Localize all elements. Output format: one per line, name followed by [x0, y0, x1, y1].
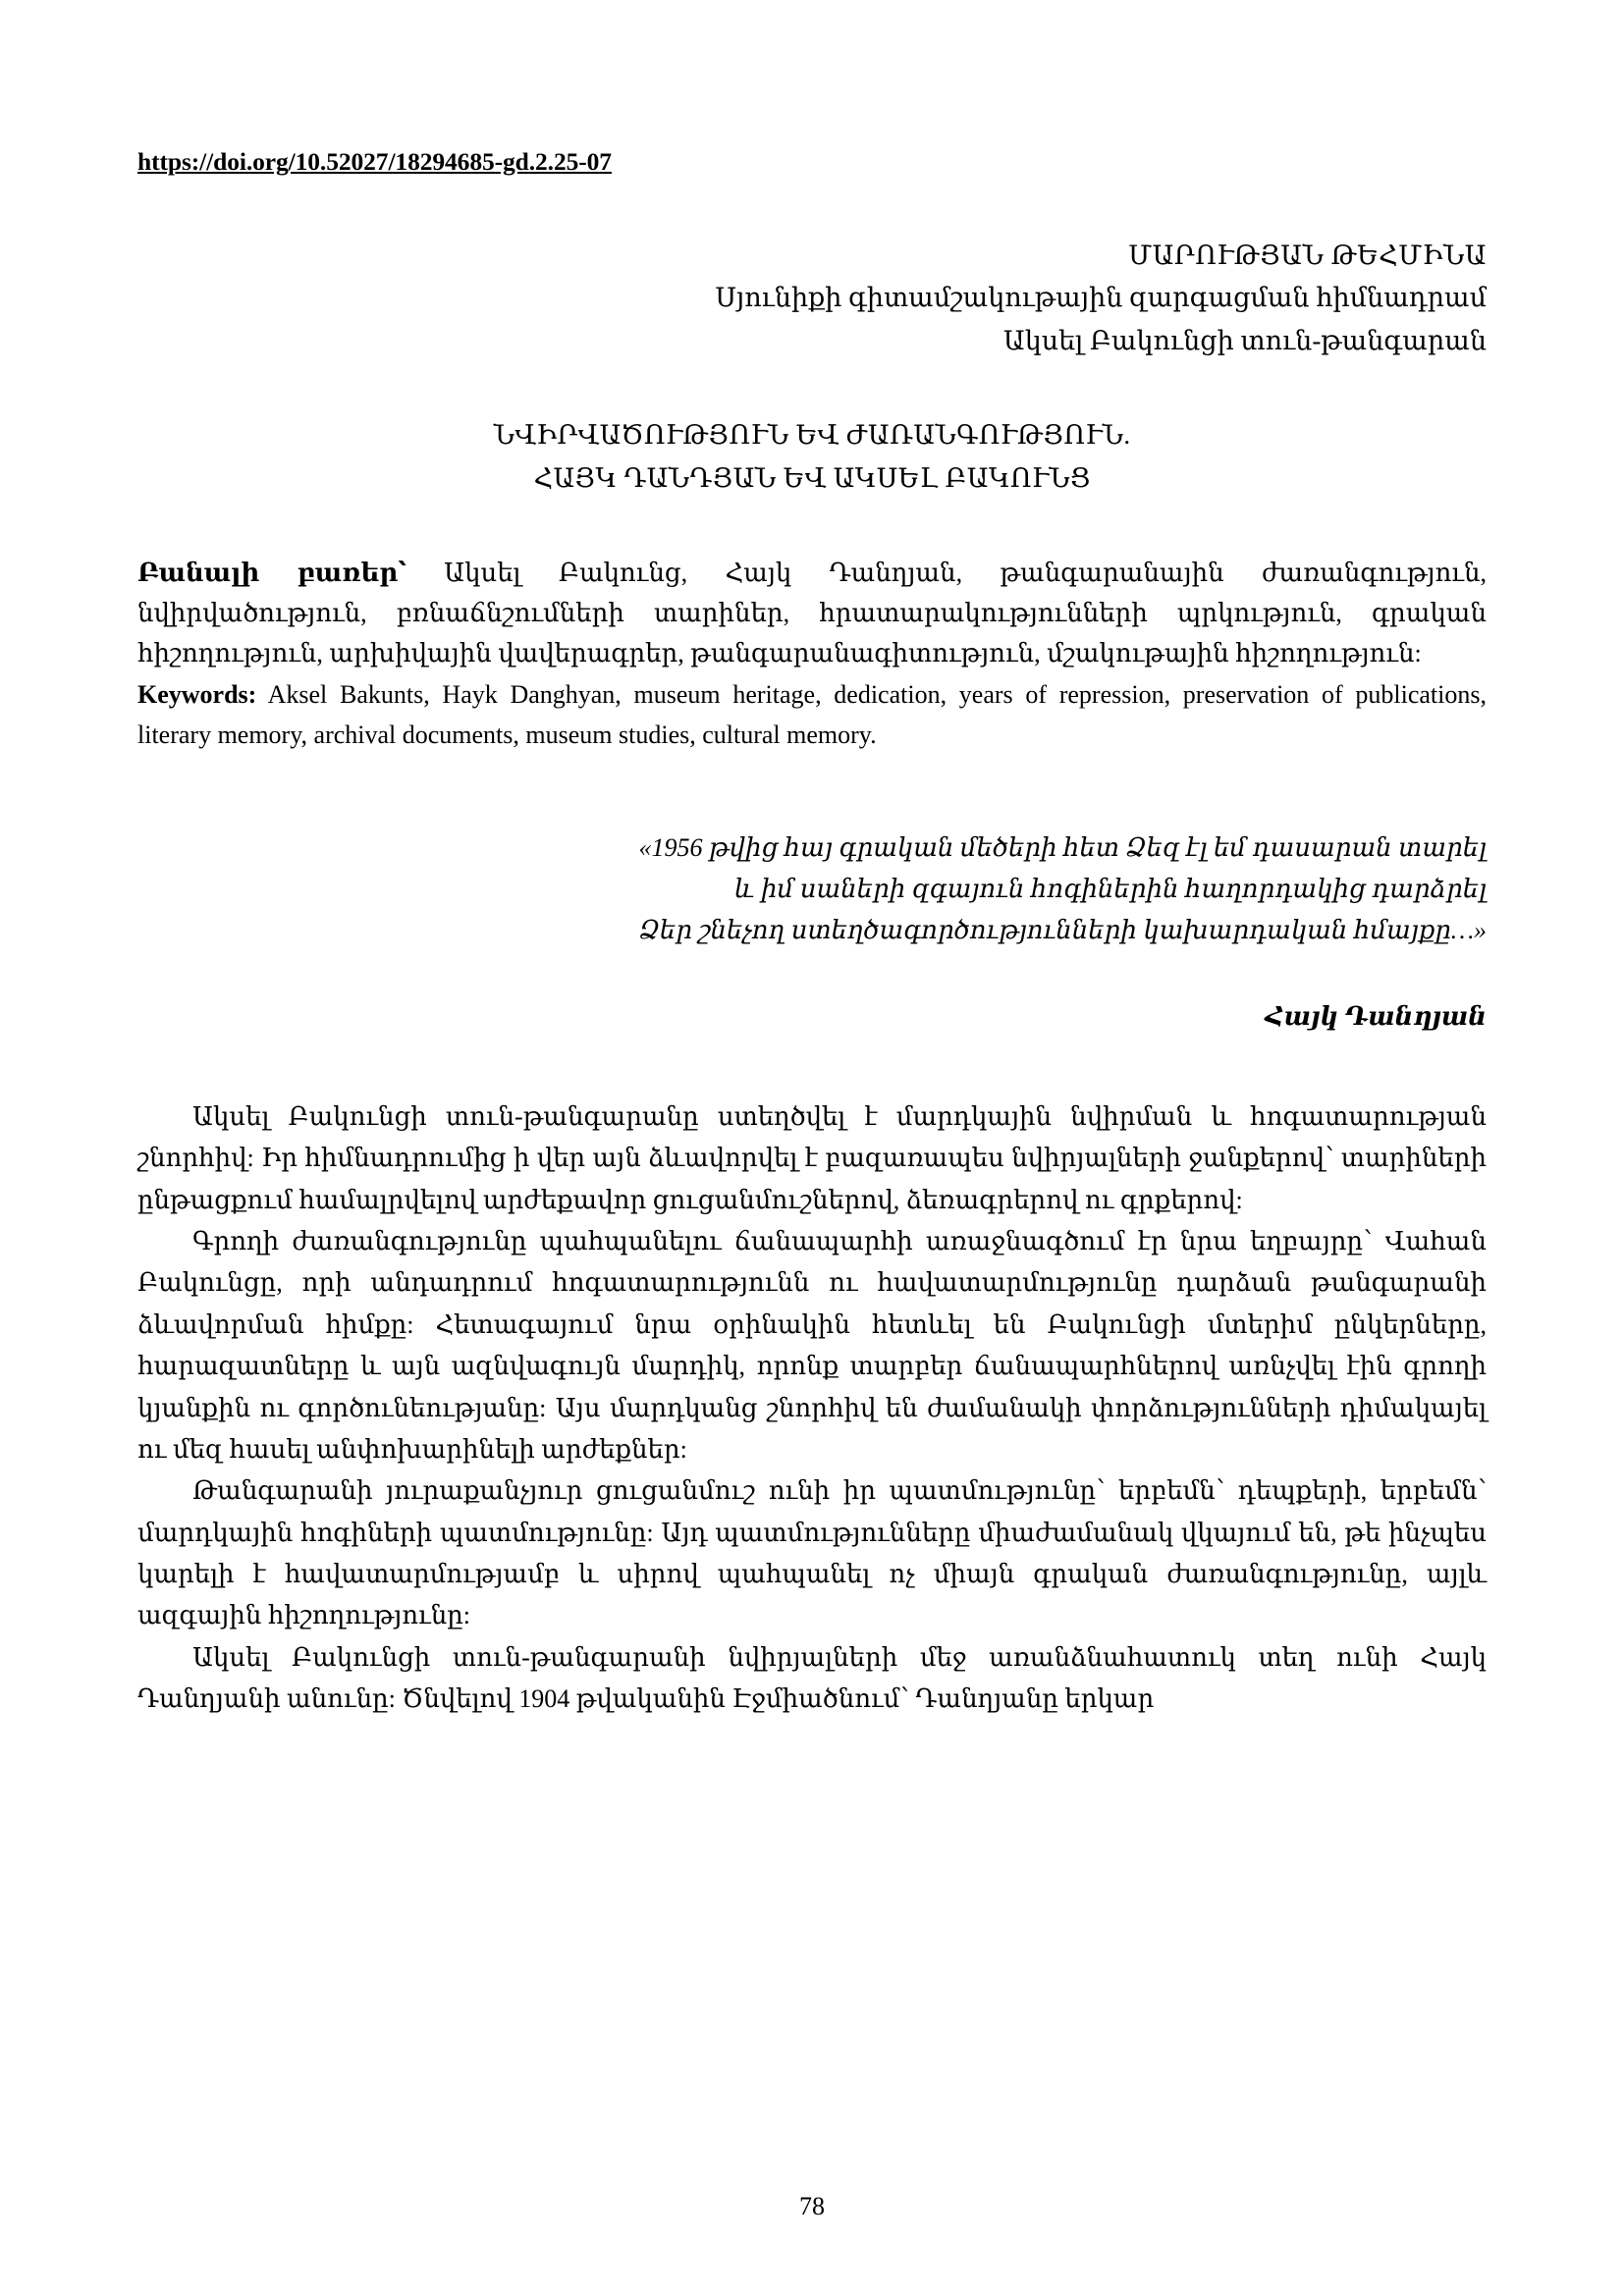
epigraph [137, 828, 1487, 951]
author-name: ՄԱՐՈՒԹՅԱՆ ԹԵՀՄԻՆԱ [1128, 240, 1487, 270]
author-affiliation-line-1: Սյունիքի գիտամշակութային զարգացման հիմնադրամ [715, 283, 1487, 313]
page-number: 78 [799, 2192, 825, 2220]
body-paragraph: Ակսել Բակունցի տուն-թանգարանը ստեղծվել է մարդկային նվիրման և հոգատարության շնորհիվ: Իր հիմնադրումից ի վեր այն ձևավորվել է բազառապես նվիրյալների ջանքերով՝ տարիների ընթացքում համալրվելով արժեքավոր ցուցանմուշներով, ձեռագրերով ու գրքերով: [137, 1101, 1487, 1214]
doi-link[interactable]: https://doi.org/10.52027/18294685-gd.2.25-07 [137, 147, 612, 176]
title-line-1: ՆՎԻՐՎԱԾՈՒԹՅՈՒՆ ԵՎ ԺԱՌԱՆԳՈՒԹՅՈՒՆ. [493, 419, 1131, 450]
epigraph-line-3: Ձեր շնեչող ստեղծագործությունների կախարդական հմայքը…» [638, 915, 1487, 944]
author-affiliation-line-2: Ակսել Բակունցի տուն-թանգարան [1002, 326, 1487, 356]
keywords-armenian-label: Բանալի բառեր՝ [137, 559, 406, 588]
author-block [137, 235, 1487, 363]
body-paragraph: Գրողի ժառանգությունը պահպանելու ճանապարհի առաջնագծում էր նրա եղբայրը՝ Վահան Բակունցը, որի անդադրում հոգատարությունն ու հավատարմությունը դարձան թանգարանի ձևավորման հիմքը: Հետագայում նրա օրինակին հետևել են Բակունցի մտերիմ ընկերները, հարազատները և այն ազնվագույն մարդիկ, որոնք տարբեր ճանապարհներով առնչվել էին գրողի կյանքին ու գործունեությանը: Այս մարդկանց շնորհիվ են ժամանակի փորձությունների դիմակայել ու մեզ հասել անփոխարինելի արժեքներ: [137, 1227, 1487, 1464]
keywords-armenian-text: Ակսել Բակունց, Հայկ Դանղյան, թանգարանային ժառանգություն, նվիրվածություն, բռնաճնշումների տարիներ, հրատարակությունների պրկություն, գրական հիշողություն, արխիվային վավերագրեր, թանգարանագիտություն, մշակութային հիշողություն: [137, 559, 1488, 668]
keywords-armenian [137, 553, 1487, 673]
epigraph-attribution: Հայկ Դանղյան [1265, 1001, 1487, 1031]
epigraph-line-2: և իմ սաների զգայուն հոգիներին հաղորդակից դարձրել [733, 874, 1487, 903]
epigraph-line-1: «1956 թվից հայ գրական մեծերի հետ Ձեզ էլ եմ դասարան տարել [638, 832, 1487, 862]
keywords-block [137, 553, 1487, 754]
keywords-english-text: Aksel Bakunts, Hayk Danghyan, museum heritage, dedication, years of repression, preservation of publications, literary memory, archival documents, museum studies, cultural memory. [137, 679, 1487, 749]
page-title [137, 414, 1487, 500]
body-paragraph: Ակսել Բակունցի տուն-թանգարանի նվիրյալների մեջ առանձնահատուկ տեղ ունի Հայկ Դանղյանի անունը: Ծնվելով 1904 թվականին Էջմիածնում՝ Դանղյանը երկար [137, 1642, 1487, 1714]
title-line-2: ՀԱՅԿ ԴԱՆԴՅԱՆ ԵՎ ԱԿՍԵԼ ԲԱԿՈՒՆՑ [533, 462, 1091, 493]
body-paragraph: Թանգարանի յուրաքանչյուր ցուցանմուշ ունի իր պատմությունը՝ երբեմն՝ դեպքերի, երբեմն՝ մարդկային հոգիների պատմությունը: Այդ պատմությունները միաժամանակ վկայում են, թե ինչպես կարելի է հավատարմությամբ և սիրով պահպանել ոչ միայն գրական ժառանգությունը, այլև ազգային հիշողությունը: [137, 1476, 1487, 1630]
keywords-english [137, 674, 1487, 755]
keywords-english-label: Keywords: [137, 679, 257, 709]
body-text [137, 1096, 1487, 1721]
